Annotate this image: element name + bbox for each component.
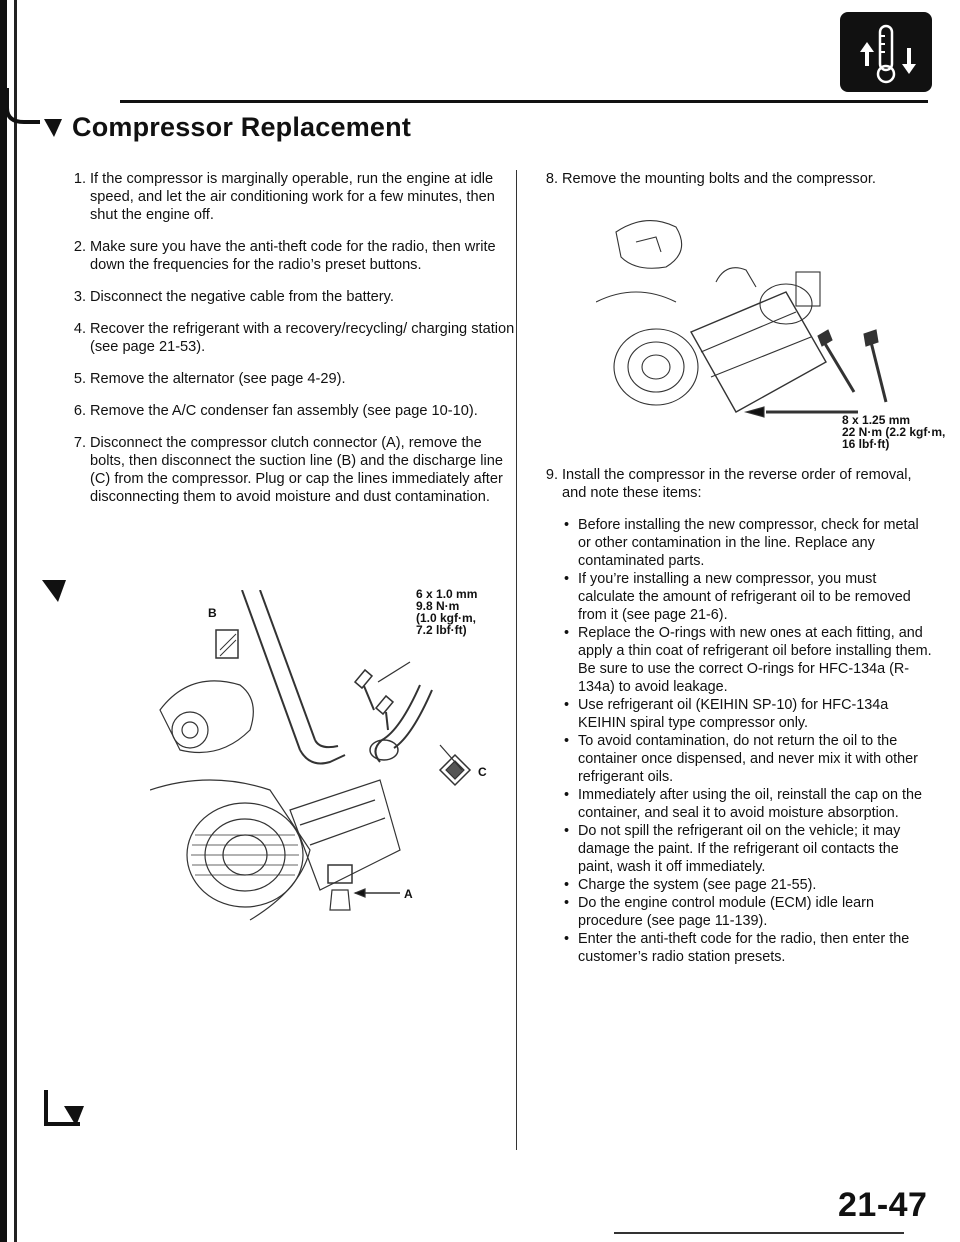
step-5: 5. Remove the alternator (see page 4-29). <box>73 371 346 387</box>
column-divider <box>516 170 517 1150</box>
step-1: 1. If the compressor is marginally operable, run the engine at idle speed, and let the air conditioning work for a few minutes, then shut the engine off. <box>73 171 495 223</box>
step-3: 3. Disconnect the negative cable from the battery. <box>73 289 394 305</box>
install-note-item: • To avoid contamination, do not return the oil to the container once dispensed, and never mix it with other refrigerant oils. <box>562 732 932 786</box>
bolt-torque-callout: 6 x 1.0 mm 9.8 N·m (1.0 kgf·m, 7.2 lbf·ft) <box>416 587 478 637</box>
install-note-item: • Replace the O-rings with new ones at each fitting, and apply a thin coat of refrigerant oil before installing them. Be sure to use the correct O-rings for HFC-134a (R-134a) to avoid leakage. <box>562 624 932 696</box>
page-title: Compressor Replacement <box>72 112 412 142</box>
step-2: 2. Make sure you have the anti-theft code for the radio, then write down the frequencies for the radio’s preset buttons. <box>73 239 496 273</box>
page-number: 21-47 <box>838 1186 928 1224</box>
label-suction-line: B <box>208 606 217 620</box>
edge-bracket <box>0 88 40 124</box>
install-note-item: • Enter the anti-theft code for the radio, then enter the customer’s radio station presets. <box>562 930 932 966</box>
label-discharge-line: C <box>478 765 487 779</box>
binder-edge-inner <box>14 0 17 1242</box>
left-column <box>60 170 515 520</box>
step-7: 7. Disconnect the compressor clutch connector (A), remove the bolts, then disconnect the suction line (B) and the discharge line (C) from the compressor. Plug or cap the lines immediately after disconnecting them to avoid moisture and dust contamination. <box>73 435 503 505</box>
step-8: 8. Remove the mounting bolts and the compressor. <box>545 171 876 187</box>
footer-rule <box>614 1232 904 1234</box>
install-notes-list <box>562 516 932 966</box>
compressor-removal-figure <box>596 212 946 451</box>
mounting-bolt-torque-callout: 8 x 1.25 mm 22 N·m (2.2 kgf·m, 16 lbf·ft) <box>842 413 946 451</box>
install-note-item: • Use refrigerant oil (KEIHIN SP-10) for HFC-134a KEIHIN spiral type compressor only. <box>562 696 932 732</box>
header-rule <box>120 100 928 103</box>
step-6: 6. Remove the A/C condenser fan assembly (see page 10-10). <box>73 403 478 419</box>
margin-marker-icon-2 <box>62 1104 86 1128</box>
install-note-item: • Do the engine control module (ECM) idle learn procedure (see page 11-139). <box>562 894 932 930</box>
label-clutch-connector: A <box>404 887 413 901</box>
margin-marker-icon <box>40 578 68 606</box>
compressor-lines-figure <box>150 587 520 925</box>
install-note-item: • Before installing the new compressor, check for metal or other contamination in the line. Replace any contaminated parts. <box>562 516 932 570</box>
install-note-item: • Immediately after using the oil, reinstall the cap on the container, and seal it to avoid moisture absorption. <box>562 786 932 822</box>
ac-system-icon <box>840 12 932 92</box>
section-bullet-icon <box>42 117 64 139</box>
install-note-item: • Do not spill the refrigerant oil on the vehicle; it may damage the paint. If the refrigerant oil contacts the paint, wash it off immediately. <box>562 822 932 876</box>
compressor-lines-illustration <box>150 587 520 925</box>
binder-edge <box>0 0 7 1242</box>
install-section <box>532 466 932 980</box>
step-9: 9. Install the compressor in the reverse order of removal, and note these items: • Before installing the new compressor, check for metal or other contamination in the line. Replace any contaminated parts. • If you’re installing a new compressor, you must calculate the amount of refrigerant oil to be removed from it (see page 21-6). • Replace the O-rings with new ones at each fitting, and apply a thin coat of refrigerant oil before installing them. Be sure to use the correct O-rings for HFC-134a (R-134a) to avoid leakage. • Use refrigerant oil (KEIHIN SP-10) for HFC-134a KEIHIN spiral type compressor only. • To avoid contamination, do not return the oil to the container once dispensed, and never mix it with other refrigerant oils. • Immediately after using the oil, reinstall the cap on the container, and seal it to avoid moisture absorption. • Do not spill the refrigerant oil on the vehicle; it may damage the paint. If the refrigerant oil contacts the paint, wash it off immediately. • Charge the system (see page 21-55). • Do the engine control module (ECM) idle learn procedure (see page 11-139). • Enter the anti-theft code for the radio, then enter the customer’s radio station presets. <box>532 466 932 966</box>
right-column <box>532 170 932 202</box>
step-4: 4. Recover the refrigerant with a recovery/recycling/ charging station (see page 21-53). <box>73 321 515 355</box>
install-note-item: • If you’re installing a new compressor, you must calculate the amount of refrigerant oil to be removed from it (see page 21-6). <box>562 570 932 624</box>
install-note-item: • Charge the system (see page 21-55). <box>562 876 932 894</box>
compressor-removal-illustration <box>596 212 930 442</box>
